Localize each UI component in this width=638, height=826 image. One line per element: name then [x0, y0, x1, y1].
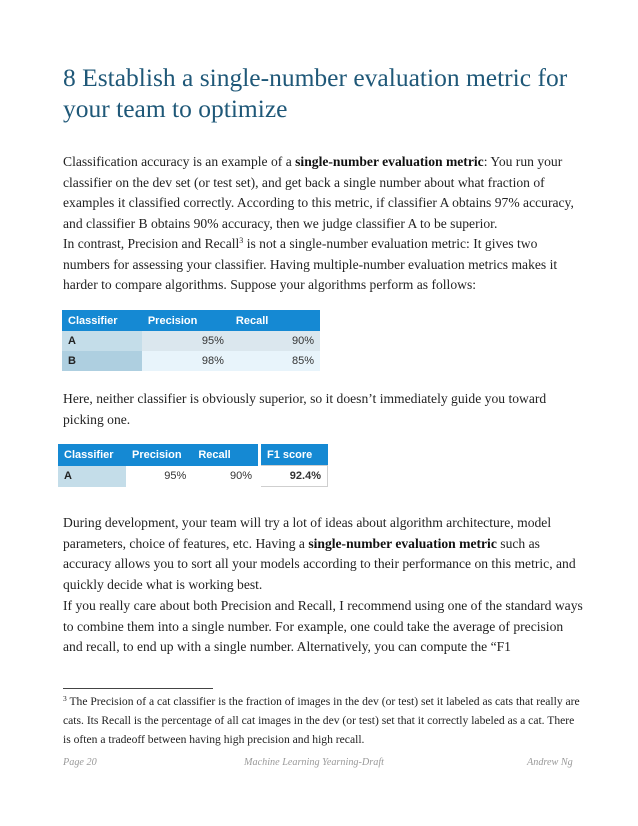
classifier-cell: B — [62, 351, 142, 371]
table-row — [62, 331, 320, 351]
page-number: Page 20 — [63, 757, 97, 768]
paragraph-text: is not a single-number evaluation metric: It gives two numbers for assessing your classifier. Having multiple-number evaluation metrics makes it harder to compare algorithms. Suppose your algorithms perform as follows: — [63, 236, 558, 292]
paragraph-combine-metrics: If you really care about both Precision and Recall, I recommend using one of the standard ways to combine them into a single number. For example, one could take the average of precision and recall, to end up with a single number. Alternatively, you can compute the “F1 — [63, 598, 583, 654]
footnote-divider — [63, 688, 213, 689]
precision-cell: 95% — [142, 331, 230, 351]
recall-cell: 90% — [192, 466, 259, 487]
column-header-precision: Precision — [142, 310, 230, 331]
paragraph-text: During development, your team will try a lot of ideas about algorithm architecture, model parameters, choice of features, etc. Having a — [63, 515, 552, 551]
table-row — [62, 351, 320, 371]
footnote-text: The Precision of a cat classifier is the fraction of images in the dev (or test) set it labeled as cats that really are cats. Its Recall is the percentage of all cat images in the dev (or test) set that it correctly labeled as a cat. There is often a tradeoff between having high precision and high recall. — [63, 695, 580, 746]
table-row — [58, 466, 328, 487]
paragraph-text: In contrast, Precision and Recall — [63, 236, 240, 251]
column-header-f1-score: F1 score — [260, 444, 328, 466]
paragraph-text: such as accuracy allows you to sort all your models according to their performance on this metric, and quickly decide what is working best. — [63, 535, 576, 592]
precision-cell: 98% — [142, 351, 230, 371]
paragraph-accuracy — [63, 152, 583, 234]
recall-cell: 85% — [230, 351, 320, 371]
f1-score-cell: 92.4% — [260, 466, 328, 487]
paragraph-precision-recall — [63, 234, 583, 296]
bold-term: single-number evaluation metric — [295, 154, 484, 169]
paragraph-development — [63, 513, 583, 595]
author-name: Andrew Ng — [527, 757, 573, 768]
classifier-cell: A — [62, 331, 142, 351]
results-table — [62, 310, 320, 371]
column-header-precision: Precision — [126, 444, 192, 466]
paragraph-text: : You run your classifier on the dev set (or test set), and get back a single number about what fraction of examples it classified correctly. According to this metric, if classifier A obtains 97% accuracy, and classifier B obtains 90% accuracy, then we judge classifier A to be superior. — [63, 154, 574, 231]
precision-cell: 95% — [126, 466, 192, 487]
footnote-reference[interactable]: 3 — [239, 236, 244, 245]
footnote-mark: 3 — [63, 694, 67, 703]
table-header-row — [58, 444, 328, 466]
footnote — [63, 692, 583, 749]
bold-term: single-number evaluation metric — [308, 535, 497, 551]
column-header-classifier: Classifier — [58, 444, 126, 466]
table-header-row — [62, 310, 320, 331]
classifier-cell: A — [58, 466, 126, 487]
column-header-classifier: Classifier — [62, 310, 142, 331]
recall-cell: 90% — [230, 331, 320, 351]
f1-table — [58, 444, 328, 487]
paragraph-text: Classification accuracy is an example of a — [63, 154, 296, 169]
column-header-recall: Recall — [230, 310, 320, 331]
book-title: Machine Learning Yearning-Draft — [244, 757, 384, 768]
section-title: 8 Establish a single-number evaluation metric for your team to optimize — [63, 63, 568, 123]
column-header-recall: Recall — [192, 444, 259, 466]
paragraph-neither-superior: Here, neither classifier is obviously superior, so it doesn’t immediately guide you toward picking one. — [63, 391, 547, 427]
